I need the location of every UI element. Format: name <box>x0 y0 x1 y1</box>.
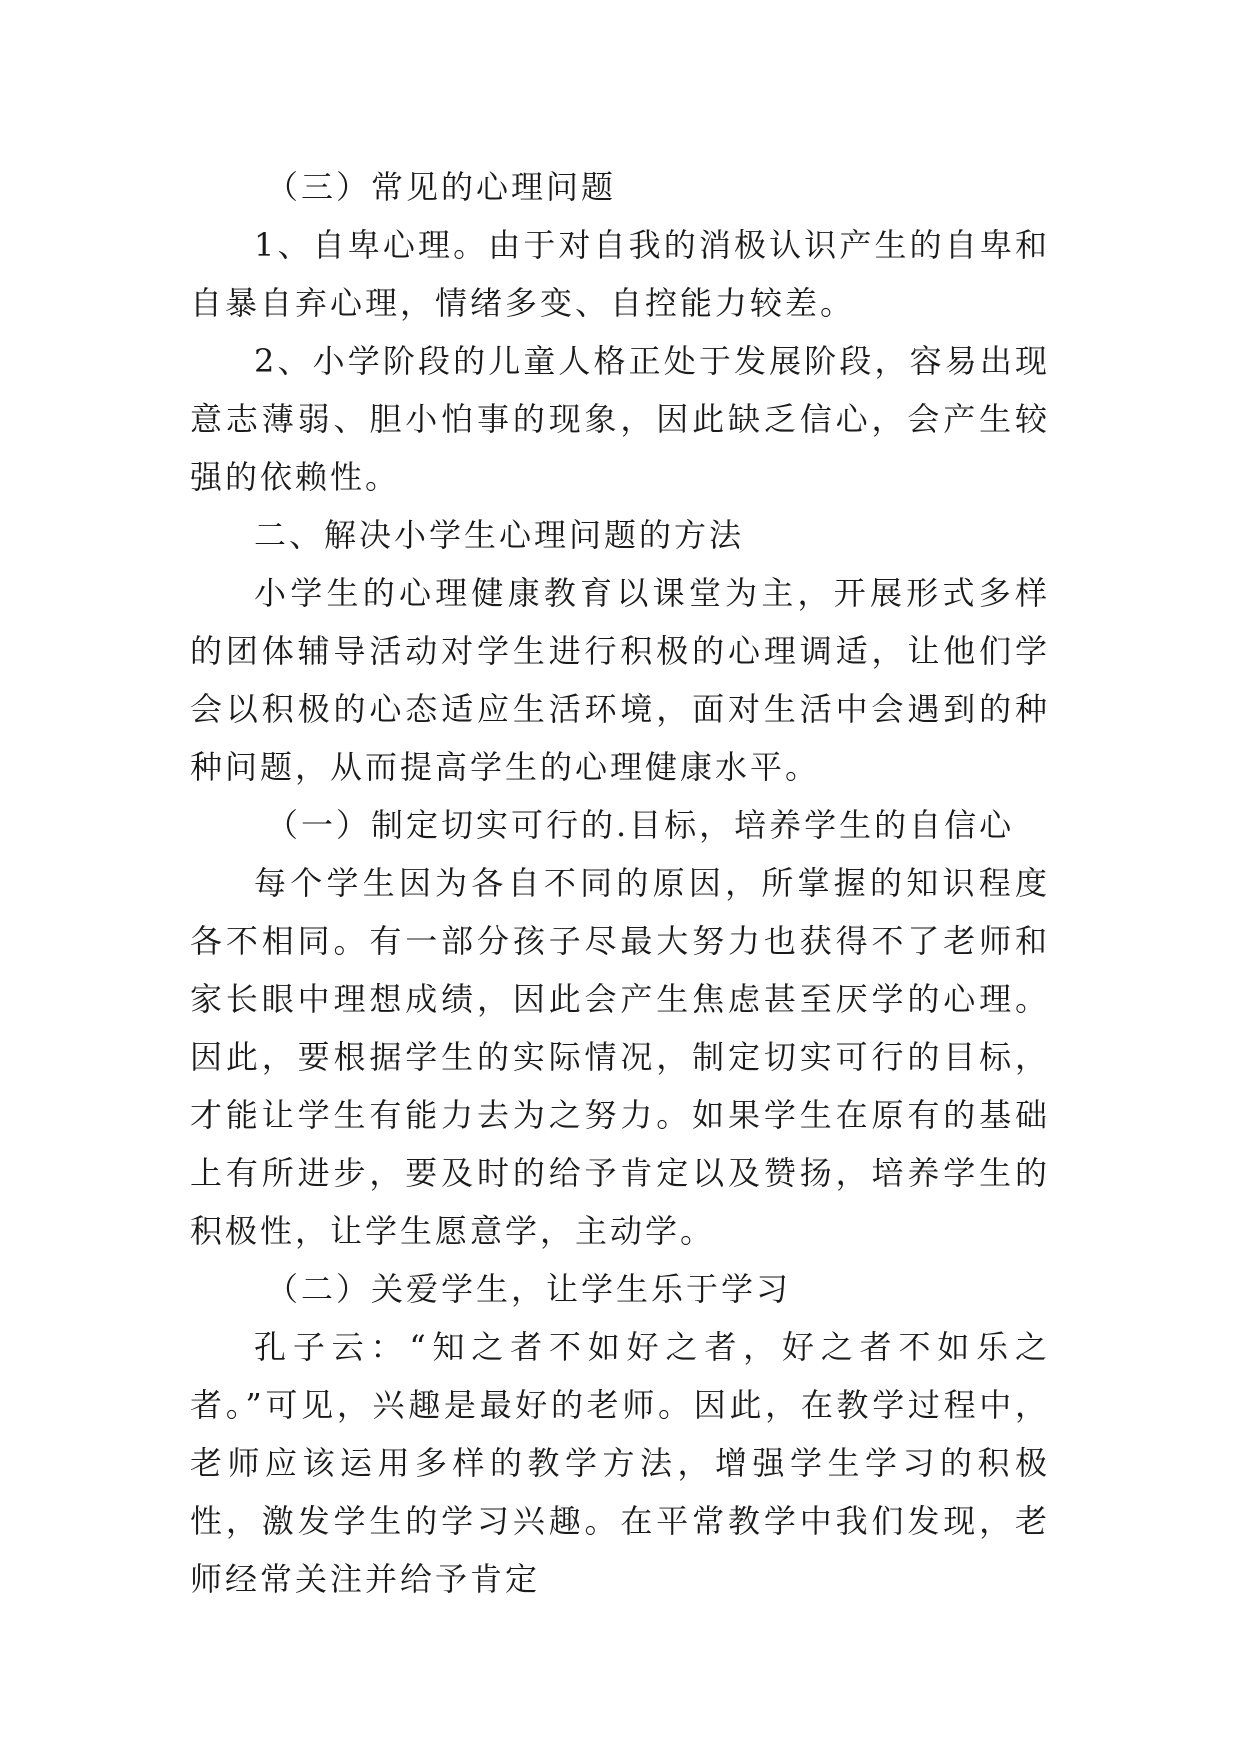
document-body <box>190 158 1050 1608</box>
paragraph-methods-intro: 小学生的心理健康教育以课堂为主，开展形式多样的团体辅导活动对学生进行积极的心理调适，让他们学会以积极的心态适应生活环境，面对生活中会遇到的种种问题，从而提高学生的心理健康水平。 <box>190 574 1050 786</box>
subsection-heading-1: （一）制定切实可行的.目标，培养学生的自信心 <box>266 806 1015 844</box>
paragraph-confucius: 孔子云：“知之者不如好之者，好之者不如乐之者。”可见，兴趣是最好的老师。因此，在教学过程中，老师应该运用多样的教学方法，增强学生学习的积极性，激发学生的学习兴趣。在平常教学中我们发现，老师经常关注并给予肯定 <box>190 1328 1050 1598</box>
section-heading-2: 二、解决小学生心理问题的方法 <box>254 516 745 554</box>
paragraph-inferiority: 1、自卑心理。由于对自我的消极认识产生的自卑和自暴自弃心理，情绪多变、自控能力较差。 <box>190 226 1050 322</box>
section-heading-3: （三）常见的心理问题 <box>266 168 617 206</box>
paragraph-personality: 2、小学阶段的儿童人格正处于发展阶段，容易出现意志薄弱、胆小怕事的现象，因此缺乏信心，会产生较强的依赖性。 <box>190 342 1050 496</box>
paragraph-goals: 每个学生因为各自不同的原因，所掌握的知识程度各不相同。有一部分孩子尽最大努力也获得不了老师和家长眼中理想成绩，因此会产生焦虑甚至厌学的心理。因此，要根据学生的实际情况，制定切实可行的目标，才能让学生有能力去为之努力。如果学生在原有的基础上有所进步，要及时的给予肯定以及赞扬，培养学生的积极性，让学生愿意学，主动学。 <box>190 864 1050 1250</box>
subsection-heading-2: （二）关爱学生，让学生乐于学习 <box>266 1270 792 1308</box>
